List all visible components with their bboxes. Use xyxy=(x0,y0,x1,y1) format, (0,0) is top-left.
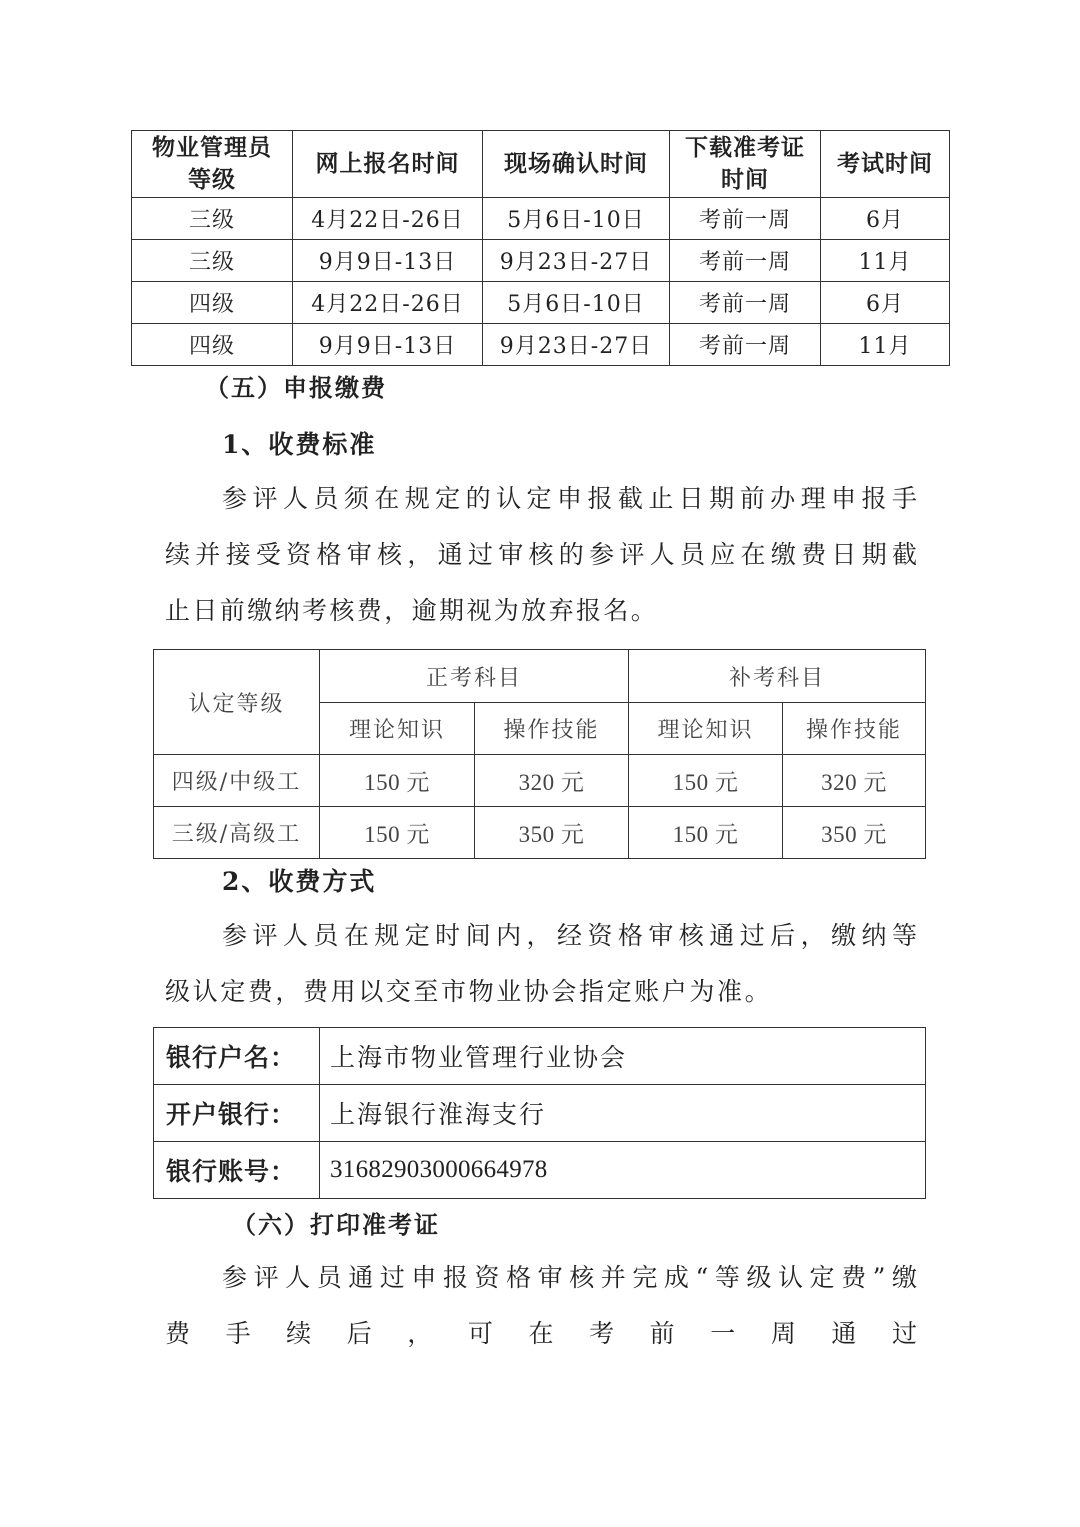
table-cell: 考前一周 xyxy=(670,240,821,282)
schedule-header-admission-download: 下载准考证 时间 xyxy=(670,131,821,198)
fee-header-regular-exam: 正考科目 xyxy=(320,650,629,703)
paragraph-line: 参评人员通过申报资格审核并完成“等级认定费”缴 xyxy=(222,1263,917,1292)
fee-cell: 150 元 xyxy=(629,755,783,807)
table-cell: 考前一周 xyxy=(670,198,821,240)
fee-header-makeup-exam: 补考科目 xyxy=(629,650,926,703)
paragraph-line: 费手续后，可在考前一周通过 xyxy=(165,1319,917,1348)
table-row xyxy=(132,240,950,282)
table-cell: 4月22日-26日 xyxy=(293,198,483,240)
table-cell: 考前一周 xyxy=(670,324,821,366)
payment-method-heading: 2、收费方式 xyxy=(222,867,377,896)
schedule-header-level: 物业管理员 等级 xyxy=(132,131,293,198)
bank-account-label: 银行账号： xyxy=(154,1142,320,1199)
table-row xyxy=(154,807,926,859)
fee-subheader-theory: 理论知识 xyxy=(320,703,475,755)
fee-cell: 150 元 xyxy=(629,807,783,859)
paragraph-line: 续并接受资格审核，通过审核的参评人员应在缴费日期截 xyxy=(165,540,917,569)
table-cell: 5月6日-10日 xyxy=(483,198,670,240)
table-cell: 四级 xyxy=(132,324,293,366)
fee-standard-heading: 1、收费标准 xyxy=(222,430,377,459)
table-cell: 9月9日-13日 xyxy=(293,240,483,282)
table-cell: 考前一周 xyxy=(670,282,821,324)
table-row xyxy=(154,755,926,807)
table-cell: 9月9日-13日 xyxy=(293,324,483,366)
table-row xyxy=(154,1142,926,1199)
fee-subheader-practical: 操作技能 xyxy=(783,703,926,755)
section-5-heading: （五）申报缴费 xyxy=(205,373,387,402)
fee-header-row xyxy=(154,650,926,703)
table-cell: 11月 xyxy=(821,240,950,282)
table-row xyxy=(154,1085,926,1142)
paragraph-line: 参评人员须在规定的认定申报截止日期前办理申报手 xyxy=(222,484,917,513)
fee-cell: 150 元 xyxy=(320,807,475,859)
fee-standard-paragraph xyxy=(165,471,917,639)
bank-account-value: 31682903000664978 xyxy=(320,1142,926,1199)
fee-level-cell: 四级/中级工 xyxy=(154,755,320,807)
fee-cell: 350 元 xyxy=(475,807,629,859)
fee-subheader-practical: 操作技能 xyxy=(475,703,629,755)
admission-ticket-paragraph xyxy=(165,1250,917,1362)
fee-cell: 320 元 xyxy=(783,755,926,807)
fee-header-level: 认定等级 xyxy=(154,650,320,755)
table-row xyxy=(132,198,950,240)
bank-branch-value: 上海银行淮海支行 xyxy=(320,1085,926,1142)
fee-standard-table xyxy=(153,649,926,859)
bank-account-table xyxy=(153,1027,926,1199)
fee-cell: 350 元 xyxy=(783,807,926,859)
table-cell: 6月 xyxy=(821,282,950,324)
table-row xyxy=(154,1028,926,1085)
bank-name-value: 上海市物业管理行业协会 xyxy=(320,1028,926,1085)
schedule-header-exam-time: 考试时间 xyxy=(821,131,950,198)
table-cell: 5月6日-10日 xyxy=(483,282,670,324)
table-cell: 6月 xyxy=(821,198,950,240)
paragraph-line: 止日前缴纳考核费，逾期视为放弃报名。 xyxy=(165,596,659,625)
paragraph-line: 参评人员在规定时间内，经资格审核通过后，缴纳等 xyxy=(222,921,917,950)
table-row xyxy=(132,324,950,366)
schedule-header-row xyxy=(132,131,950,198)
section-6-heading: （六）打印准考证 xyxy=(232,1210,440,1239)
paragraph-line: 级认定费，费用以交至市物业协会指定账户为准。 xyxy=(165,977,773,1006)
fee-subheader-theory: 理论知识 xyxy=(629,703,783,755)
bank-branch-label: 开户银行： xyxy=(154,1085,320,1142)
table-cell: 9月23日-27日 xyxy=(483,240,670,282)
payment-method-paragraph xyxy=(165,908,917,1020)
table-cell: 9月23日-27日 xyxy=(483,324,670,366)
fee-level-cell: 三级/高级工 xyxy=(154,807,320,859)
bank-name-label: 银行户名： xyxy=(154,1028,320,1085)
table-cell: 4月22日-26日 xyxy=(293,282,483,324)
table-row xyxy=(132,282,950,324)
table-cell: 四级 xyxy=(132,282,293,324)
table-cell: 三级 xyxy=(132,240,293,282)
table-cell: 三级 xyxy=(132,198,293,240)
schedule-header-onsite-confirmation: 现场确认时间 xyxy=(483,131,670,198)
table-cell: 11月 xyxy=(821,324,950,366)
fee-cell: 150 元 xyxy=(320,755,475,807)
exam-schedule-table xyxy=(131,130,950,366)
schedule-header-online-registration: 网上报名时间 xyxy=(293,131,483,198)
fee-cell: 320 元 xyxy=(475,755,629,807)
